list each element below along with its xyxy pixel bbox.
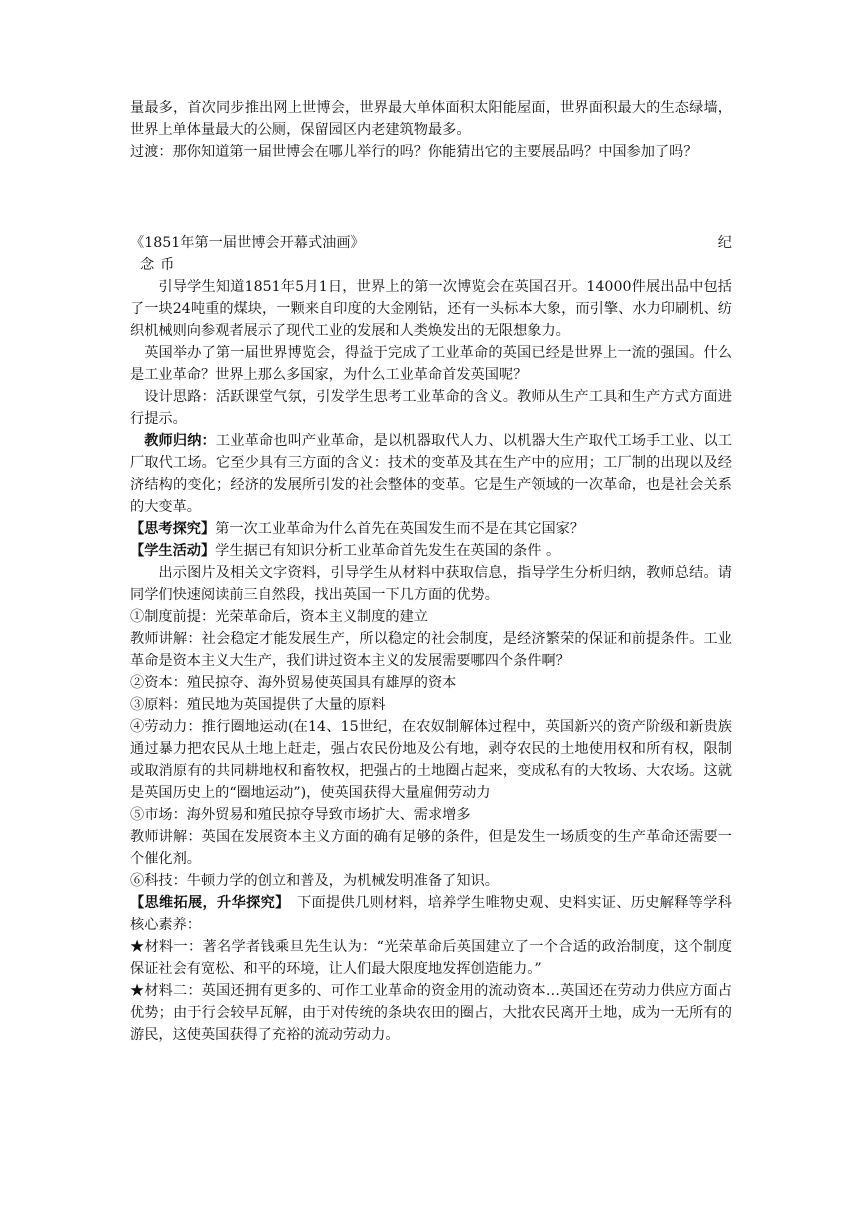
thinking-expansion-label: 【思维拓展，升华探究】 [130,895,283,911]
design-idea-paragraph: 设计思路：活跃课堂气氛，引发学生思考工业革命的含义。教师从生产工具和生产方式方面进行提示。 [130,389,732,427]
expo-facts-paragraph: 量最多，首次同步推出网上世博会，世界最大单体面积太阳能屋面，世界面积最大的生态绿墙，世界上单体量最大的公厕，保留园区内老建筑物最多。 [130,100,732,138]
condition-technology: ⑥科技：牛顿力学的创立和普及，为机械发明准备了知识。 [130,873,499,889]
coin-caption-head: 纪 [717,235,732,251]
painting-caption: 《1851年第一届世博会开幕式油画》 [130,235,365,251]
show-materials-paragraph: 出示图片及相关文字资料，引导学生从材料中获取信息，指导学生分析归纳，教师总结。请同学们快速阅读前三自然段，找出英国一下几方面的优势。 [130,565,732,603]
condition-system: ①制度前提：光荣革命后，资本主义制度的建立 [130,609,428,625]
britain-expo-paragraph: 英国举办了第一届世界博览会，得益于完成了工业革命的英国已经是世界上一流的强国。什么是工业革命？世界上那么多国家，为什么工业革命首发英国呢？ [130,345,732,383]
thinking-expansion-text: 下面提供几则材料，培养学生唯物史观、史料实证、历史解释等学科核心素养： [130,895,732,933]
condition-labor: ④劳动力：推行圈地运动(在14、15世纪，在农奴制解体过程中，英国新兴的资产阶级和新贵族通过暴力把农民从土地上赶走，强占农民份地及公有地，剥夺农民的土地使用权和所有权，限制或取消原有的共同耕地权和畜牧权，把强占的土地圈占起来，变成私有的大牧场、大农场。这就是英国历史上的“圈地运动”)，使英国获得大量雇佣劳动力 [130,719,732,801]
main-section [130,232,732,1046]
think-explore-label: 【思考探究】 [130,521,216,537]
material-one: ★材料一：著名学者钱乘旦先生认为：“光荣革命后英国建立了一个合适的政治制度，这个制度保证社会有宽松、和平的环境，让人们最大限度地发挥创造能力。” [130,939,732,977]
image-caption-row [130,232,732,254]
thinking-expansion-paragraph [130,892,732,936]
teacher-explain-2: 教师讲解：英国在发展资本主义方面的确有足够的条件，但是发生一场质变的生产革命还需要一个催化剂。 [130,829,732,867]
student-activity-text: 学生据已有知识分析工业革命首先发生在英国的条件 。 [215,543,561,559]
condition-capital: ②资本：殖民掠夺、海外贸易使英国具有雄厚的资本 [130,675,457,691]
coin-caption-tail: 念币 [140,257,181,273]
condition-market: ⑤市场：海外贸易和殖民掠夺导致市场扩大、需求增多 [130,807,471,823]
teacher-summary-text: 工业革命也叫产业革命，是以机器取代人力、以机器大生产取代工场手工业、以工厂取代工场。它至少具有三方面的含义：技术的变革及其在生产中的应用；工厂制的出现以及经济结构的变化；经济的发展所引发的社会整体的变革。它是生产领域的一次革命，也是社会关系的大变革。 [130,433,732,515]
student-activity-paragraph [130,540,732,562]
top-section [130,97,732,163]
material-two: ★材料二：英国还拥有更多的、可作工业革命的资金用的流动资本…英国还在劳动力供应方面占优势；由于行会较早瓦解，由于对传统的条块农田的圈占，大批农民离开土地，成为一无所有的游民，这使英国获得了充裕的流动劳动力。 [130,983,732,1043]
student-activity-label: 【学生活动】 [130,543,216,559]
guide-paragraph: 引导学生知道1851年5月1日，世界上的第一次博览会在英国召开。14000件展出品中包括了一块24吨重的煤块，一颗来自印度的大金刚钻，还有一头标本大象，而引擎、水力印刷机、纺织机械则向参观者展示了现代工业的发展和人类焕发出的无限想象力。 [130,279,732,339]
transition-paragraph: 过渡：那你知道第一届世博会在哪儿举行的吗？你能猜出它的主要展品吗？中国参加了吗？ [130,144,698,160]
teacher-summary-label: 教师归纳： [144,433,216,449]
teacher-explain-1: 教师讲解：社会稳定才能发展生产，所以稳定的社会制度，是经济繁荣的保证和前提条件。工业革命是资本主义大生产，我们讲过资本主义的发展需要哪四个条件啊？ [130,631,732,669]
think-explore-text: 第一次工业革命为什么首先在英国发生而不是在其它国家？ [215,521,585,537]
teacher-summary-paragraph [130,430,732,518]
think-explore-paragraph [130,518,732,540]
condition-materials: ③原料：殖民地为英国提供了大量的原料 [130,697,386,713]
